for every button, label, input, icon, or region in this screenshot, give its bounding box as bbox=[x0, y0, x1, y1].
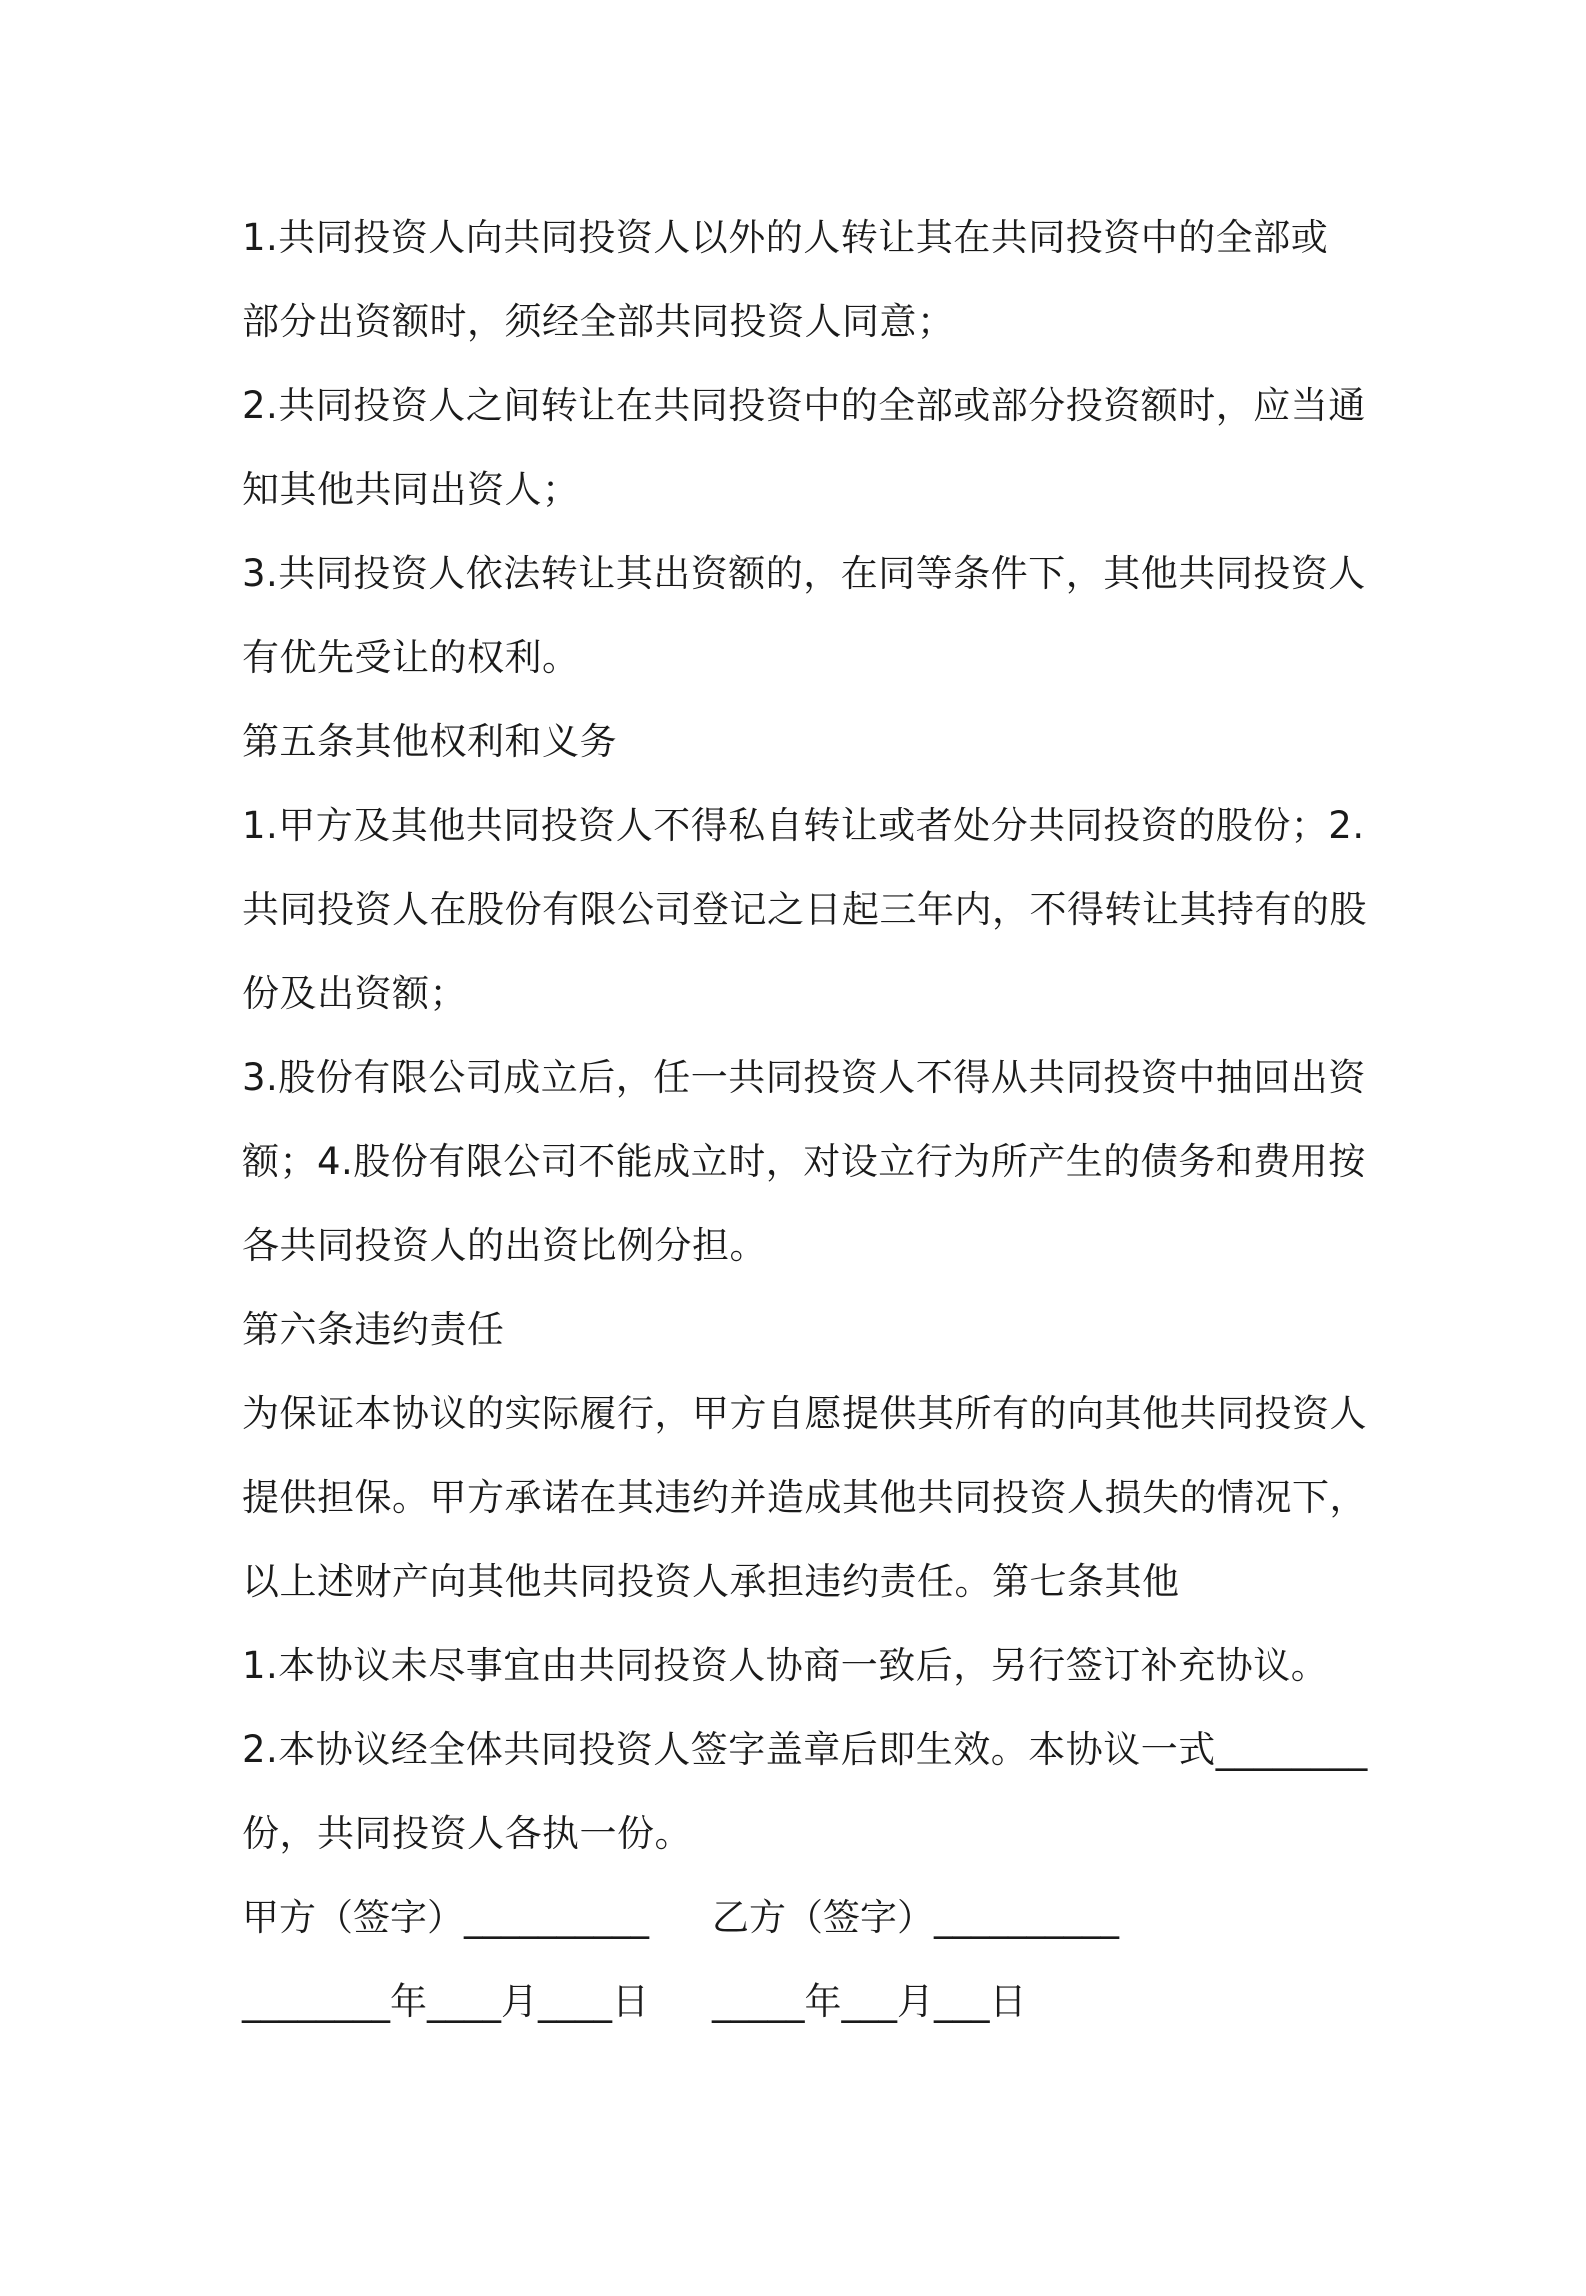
text-line: 有优先受让的权利。 bbox=[242, 636, 580, 679]
party-a-date: ________年____月____日 bbox=[242, 1980, 649, 2023]
section-heading: 第五条其他权利和义务 bbox=[242, 720, 617, 763]
party-b-date: _____年___月___日 bbox=[712, 1980, 1027, 2023]
party-b-signature: 乙方（签字）__________ bbox=[712, 1896, 1119, 1939]
text-line: 1.共同投资人向共同投资人以外的人转让其在共同投资中的全部或 bbox=[242, 216, 1329, 259]
section-heading: 第六条违约责任 bbox=[242, 1308, 505, 1351]
text-line: 2.共同投资人之间转让在共同投资中的全部或部分投资额时，应当通 bbox=[242, 384, 1366, 427]
text-line: 以上述财产向其他共同投资人承担违约责任。第七条其他 bbox=[242, 1560, 1180, 1603]
party-a-signature: 甲方（签字）__________ bbox=[242, 1896, 649, 1939]
text-line: 共同投资人在股份有限公司登记之日起三年内，不得转让其持有的股 bbox=[242, 888, 1367, 931]
text-line: 份，共同投资人各执一份。 bbox=[242, 1812, 692, 1855]
text-line: 份及出资额； bbox=[242, 972, 467, 1015]
signature-row bbox=[242, 1876, 1362, 1960]
date-row bbox=[242, 1960, 1362, 2044]
text-line: 提供担保。甲方承诺在其违约并造成其他共同投资人损失的情况下， bbox=[242, 1476, 1367, 1519]
text-line: 1.本协议未尽事宜由共同投资人协商一致后，另行签订补充协议。 bbox=[242, 1644, 1329, 1687]
text-line: 额；4.股份有限公司不能成立时，对设立行为所产生的债务和费用按 bbox=[242, 1140, 1366, 1183]
text-line: 各共同投资人的出资比例分担。 bbox=[242, 1224, 767, 1267]
document-body bbox=[242, 196, 1368, 2044]
text-line: 2.本协议经全体共同投资人签字盖章后即生效。本协议一式________ bbox=[242, 1728, 1368, 1771]
text-line: 3.股份有限公司成立后，任一共同投资人不得从共同投资中抽回出资 bbox=[242, 1056, 1366, 1099]
text-line: 3.共同投资人依法转让其出资额的，在同等条件下，其他共同投资人 bbox=[242, 552, 1366, 595]
text-line: 为保证本协议的实际履行，甲方自愿提供其所有的向其他共同投资人 bbox=[242, 1392, 1367, 1435]
text-line: 1.甲方及其他共同投资人不得私自转让或者处分共同投资的股份；2. bbox=[242, 804, 1365, 847]
text-line: 知其他共同出资人； bbox=[242, 468, 580, 511]
text-line: 部分出资额时，须经全部共同投资人同意； bbox=[242, 300, 955, 343]
